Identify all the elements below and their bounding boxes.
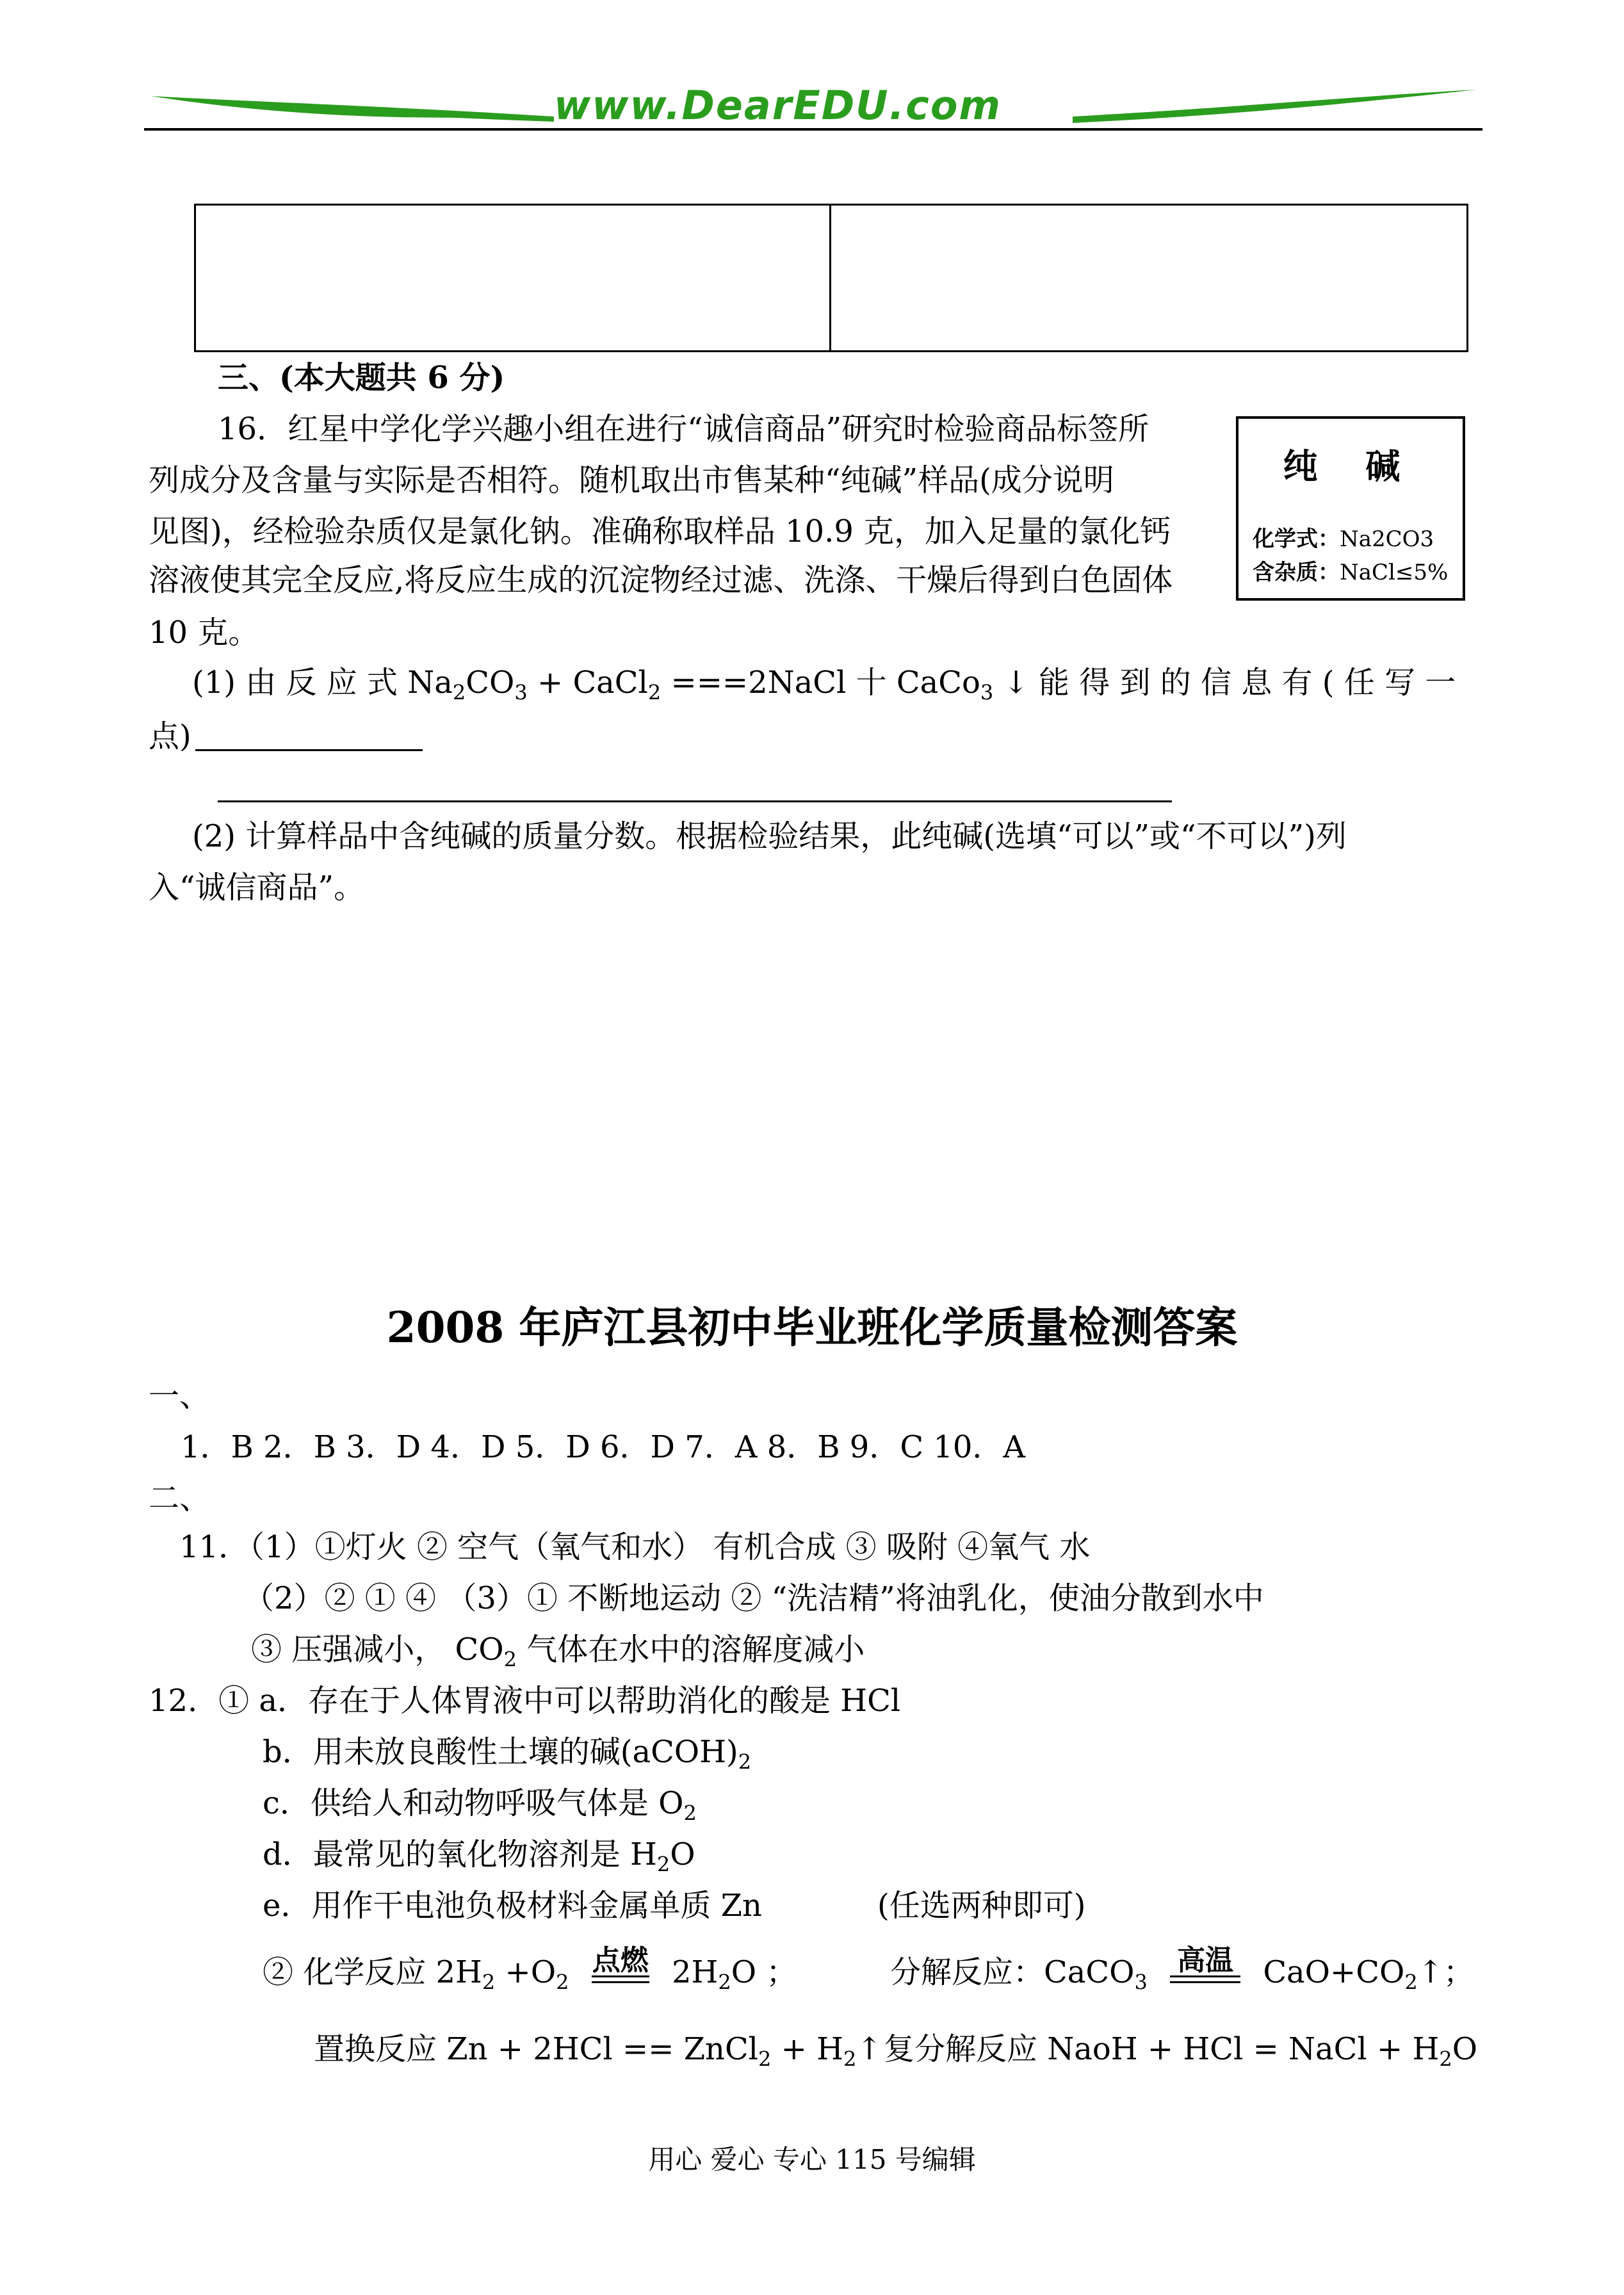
decomposition-product: CaO+CO	[1263, 1954, 1405, 1990]
formula-label: 化学式：	[1253, 526, 1340, 552]
p1-prefix: (1) 由 反 应 式 Na	[192, 665, 453, 701]
q12-d-text: d．最常见的氧化物溶剂是 H	[263, 1837, 657, 1872]
q12-c-text: c．供给人和动物呼吸气体是 O	[263, 1785, 684, 1821]
combination-product: 2H	[672, 1954, 719, 1990]
condition-ignite: 点燃	[592, 1943, 649, 1977]
q12-a: 12．① a．存在于人体胃液中可以帮助消化的酸是 HCl	[149, 1683, 901, 1719]
q12-e: e．用作干电池负极材料金属单质 Zn	[263, 1888, 762, 1924]
combination-product-tail: O ；	[731, 1954, 797, 1990]
reaction-combination: ② 化学反应 $2H_2 +O_2$ 点燃 $2H_2O$ ；	[263, 1943, 797, 1995]
q16-line-5: 10 克。	[149, 615, 259, 651]
decomposition-tail: ↑；	[1417, 1954, 1474, 1990]
q16-line-3: 见图)，经检验杂质仅是氯化钠。准确称取样品 10.9 克，加入足量的氯化钙	[149, 514, 1171, 549]
double-tail: O	[1452, 2031, 1478, 2067]
q11-line-3: ③ 压强减小， $CO_2$ 气体在水中的溶解度减小	[251, 1632, 865, 1672]
q16-line-4: 溶液使其完全反应,将反应生成的沉淀物经过滤、洗涤、干燥后得到白色固体	[149, 562, 1173, 598]
combination-label: ② 化学反应 2H	[263, 1954, 482, 1990]
q16-part1: (1) 由 反 应 式 $Na_2CO_3$ + CaCl$_2$ ===2NaCl 十 CaCo$_3$ ↓ 能 得 到 的 信 息 有 ( 任 写 一	[192, 665, 1456, 705]
condition-high-temp: 高温	[1177, 1943, 1234, 1977]
impurity-value: NaCl≤5%	[1340, 560, 1449, 585]
answer-blank-1[interactable]	[195, 749, 423, 751]
header-site-text: www.DearEDU.com	[554, 82, 1002, 129]
answers-title: 2008 年庐江县初中毕业班化学质量检测答案	[386, 1302, 1238, 1352]
header-banner	[144, 77, 1482, 134]
product-label-formula	[1253, 521, 1434, 553]
double-label: 复分解反应 NaoH + HCl = NaCl + H	[884, 2031, 1440, 2067]
reaction-replacement: 置换反应 Zn + 2HCl == ZnCl$_2$ + $H_2↑$	[314, 2031, 882, 2072]
p1-tail: ↓ 能 得 到 的 信 息 有 ( 任 写 一	[993, 665, 1456, 701]
q11-line-3a: ③ 压强减小， CO	[251, 1632, 504, 1667]
reaction-decomposition: 分解反应：CaCO$_3$ 高温 $CaO+CO_2↑$；	[890, 1943, 1474, 1995]
q12-e-note: (任选两种即可)	[877, 1888, 1086, 1924]
footer-text: 用心 爱心 专心 115 号编辑	[648, 2144, 976, 2175]
q12-b-text: b．用未放良酸性土壤的碱(aCOH)	[263, 1734, 738, 1770]
q11-line-3b: 气体在水中的溶解度减小	[516, 1632, 865, 1667]
section3-title: 三、(本大题共 6 分)	[218, 360, 505, 396]
impurity-label: 含杂质：	[1253, 560, 1340, 585]
q11-line-2: （2）② ① ④ （3）① 不断地运动 ② “洗洁精”将油乳化，使油分散到水中	[243, 1580, 1264, 1616]
combination-condition	[592, 1943, 649, 1983]
q16-part1-line2: 点)	[149, 718, 191, 754]
replacement-arrow: ↑	[856, 2031, 882, 2067]
q16-line-2: 列成分及含量与实际是否相符。随机取出市售某种“纯碱”样品(成分说明	[149, 462, 1114, 498]
q12-b: b．用未放良酸性土壤的碱$(aCOH)_2$	[263, 1734, 752, 1774]
replacement-tail: + H	[771, 2031, 843, 2067]
product-label-impurity	[1253, 555, 1448, 586]
answer-table-divider	[829, 204, 831, 350]
part1-label: 一、	[149, 1378, 211, 1414]
part2-label: 二、	[149, 1480, 211, 1516]
decomposition-condition	[1170, 1943, 1240, 1983]
answer-table	[194, 204, 1468, 352]
combination-o2: +O	[495, 1954, 556, 1990]
q12-d: d．最常见的氧化物溶剂是 $H_2O$	[263, 1837, 695, 1877]
replacement-label: 置换反应 Zn + 2HCl == ZnCl	[314, 2031, 759, 2067]
product-label-title: 纯 碱	[1283, 446, 1418, 487]
product-label-box	[1236, 416, 1465, 601]
q12-d-tail: O	[670, 1837, 695, 1872]
p1-cacl: + CaCl	[527, 665, 648, 701]
formula-value: Na2CO3	[1340, 526, 1434, 552]
q12-c: c．供给人和动物呼吸气体是 $O_2$	[263, 1785, 697, 1826]
q16-part2-line2: 入“诚信商品”。	[149, 870, 365, 905]
part1-answers: 1．B 2．B 3．D 4．D 5．D 6．D 7．A 8．B 9．C 10．A	[181, 1429, 1026, 1465]
q11-line-1: 11．（1）①灯火 ② 空气（氧气和水） 有机合成 ③ 吸附 ④氧气 水	[179, 1529, 1091, 1565]
answer-blank-2[interactable]	[218, 800, 1172, 802]
reaction-double-decomposition: 复分解反应 NaoH + HCl = NaCl + $H_2O$	[884, 2031, 1478, 2072]
p1-mid: CO	[466, 665, 515, 701]
q16-part2-line1: (2) 计算样品中含纯碱的质量分数。根据检验结果，此纯碱(选填“可以”或“不可以”)列	[192, 818, 1347, 854]
p1-rest: ===2NaCl 十 CaCo	[661, 665, 980, 701]
decomposition-label: 分解反应：CaCO	[890, 1954, 1135, 1990]
q16-line-1: 16．红星中学化学兴趣小组在进行“诚信商品”研究时检验商品标签所	[218, 411, 1149, 447]
